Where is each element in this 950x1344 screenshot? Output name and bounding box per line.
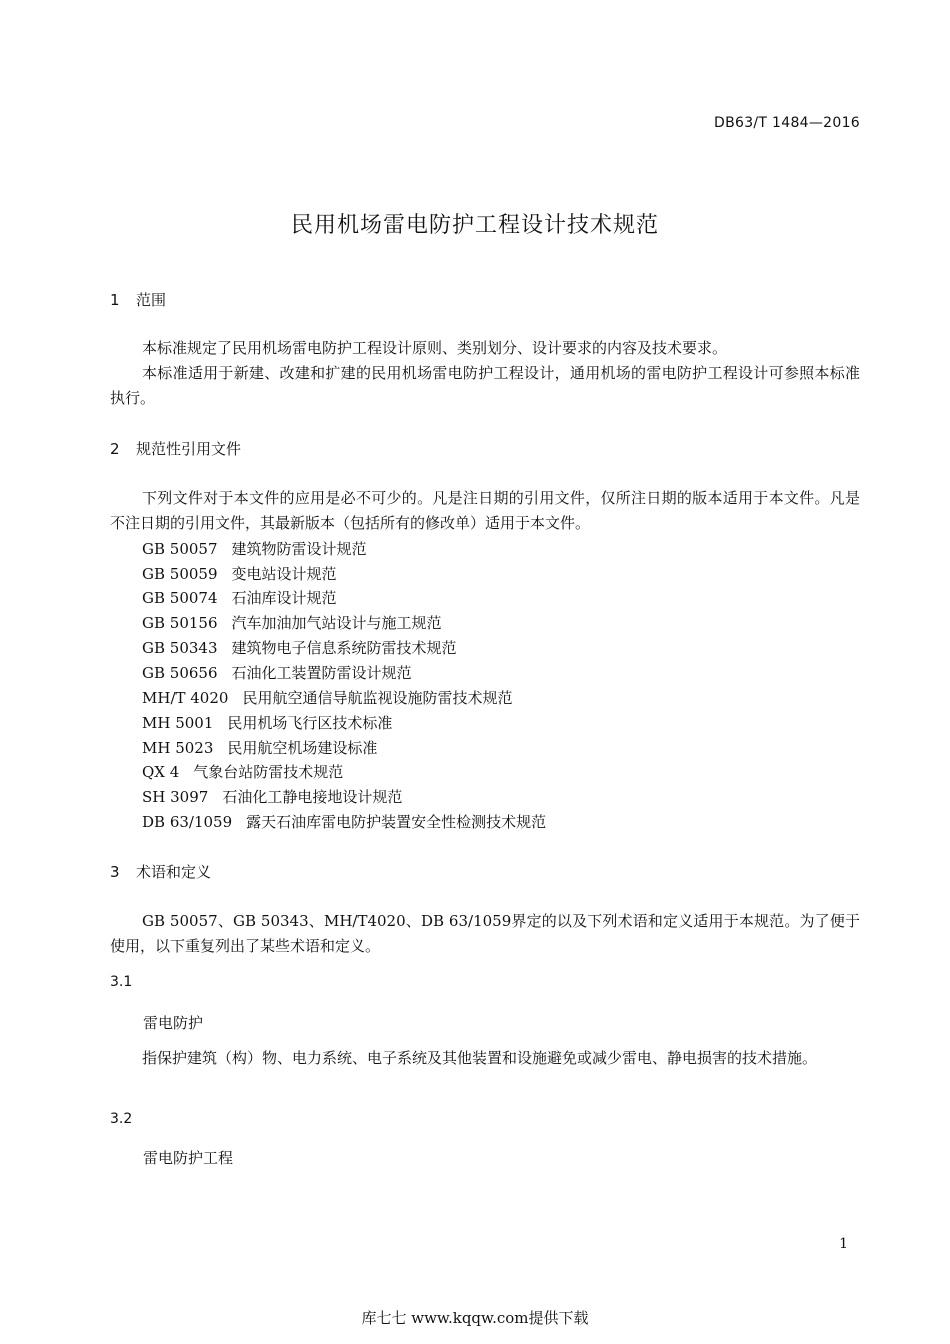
- section-3-heading: [110, 861, 211, 882]
- section-title: 规范性引用文件: [136, 440, 242, 458]
- reference-title: 民用机场飞行区技术标准: [227, 714, 393, 732]
- reference-item: [142, 761, 343, 782]
- reference-item: [142, 563, 337, 584]
- reference-title: 民用航空机场建设标准: [227, 739, 378, 757]
- paragraph: GB 50057、GB 50343、MH/T4020、DB 63/1059界定的以及下列术语和定义适用于本规范。为了便于使用，以下重复列出了某些术语和定义。: [110, 912, 860, 955]
- reference-item: [142, 662, 412, 683]
- section-number: 3: [110, 863, 120, 881]
- reference-item: [142, 712, 392, 733]
- reference-code: GB 50057: [142, 540, 218, 558]
- reference-code: QX 4: [142, 763, 180, 781]
- reference-item: [142, 737, 377, 758]
- reference-code: MH 5001: [142, 714, 214, 732]
- reference-code: GB 50059: [142, 565, 218, 583]
- reference-code: GB 50074: [142, 589, 218, 607]
- reference-code: SH 3097: [142, 788, 209, 806]
- reference-code: GB 50156: [142, 614, 218, 632]
- reference-item: [142, 811, 546, 832]
- section-title: 范围: [136, 291, 167, 309]
- reference-title: 民用航空通信导航监视设施防雷技术规范: [242, 689, 513, 707]
- reference-item: [142, 786, 402, 807]
- reference-code: DB 63/1059: [142, 813, 233, 831]
- section-2-heading: [110, 438, 241, 459]
- term-definition: 指保护建筑（构）物、电力系统、电子系统及其他装置和设施避免或减少雷电、静电损害的技术措施。: [142, 1049, 818, 1067]
- reference-title: 建筑物防雷设计规范: [231, 540, 367, 558]
- reference-title: 石油化工静电接地设计规范: [222, 788, 403, 806]
- reference-code: GB 50343: [142, 639, 218, 657]
- reference-title: 石油化工装置防雷设计规范: [231, 664, 412, 682]
- section-number: 2: [110, 440, 120, 458]
- reference-title: 建筑物电子信息系统防雷技术规范: [231, 639, 457, 657]
- clause-number: 3.2: [110, 1111, 133, 1127]
- paragraph: 本标准适用于新建、改建和扩建的民用机场雷电防护工程设计，通用机场的雷电防护工程设计可参照本标准执行。: [110, 364, 860, 407]
- reference-item: [142, 687, 512, 708]
- reference-code: MH/T 4020: [142, 689, 229, 707]
- term-heading: 雷电防护工程: [143, 1149, 234, 1167]
- reference-title: 石油库设计规范: [231, 589, 337, 607]
- section-number: 1: [110, 291, 120, 309]
- reference-title: 变电站设计规范: [231, 565, 337, 583]
- reference-item: [142, 587, 337, 608]
- reference-title: 汽车加油加气站设计与施工规范: [231, 614, 442, 632]
- reference-code: GB 50656: [142, 664, 218, 682]
- section-title: 术语和定义: [136, 863, 212, 881]
- page-number: 1: [839, 1236, 848, 1252]
- reference-title: 气象台站防雷技术规范: [193, 763, 344, 781]
- paragraph: 下列文件对于本文件的应用是必不可少的。凡是注日期的引用文件，仅所注日期的版本适用于本文件。凡是不注日期的引用文件，其最新版本（包括所有的修改单）适用于本文件。: [110, 489, 860, 532]
- clause-number: 3.1: [110, 974, 133, 990]
- term-heading: 雷电防护: [143, 1014, 204, 1032]
- reference-item: [142, 538, 367, 559]
- document-title: 民用机场雷电防护工程设计技术规范: [290, 213, 659, 238]
- reference-item: [142, 637, 457, 658]
- footer-watermark: 库七七 www.kqqw.com提供下载: [361, 1309, 589, 1327]
- reference-item: [142, 612, 442, 633]
- reference-title: 露天石油库雷电防护装置安全性检测技术规范: [246, 813, 547, 831]
- document-code: DB63/T 1484—2016: [714, 115, 860, 131]
- paragraph: 本标准规定了民用机场雷电防护工程设计原则、类别划分、设计要求的内容及技术要求。: [142, 339, 728, 357]
- section-1-heading: [110, 289, 166, 310]
- reference-code: MH 5023: [142, 739, 214, 757]
